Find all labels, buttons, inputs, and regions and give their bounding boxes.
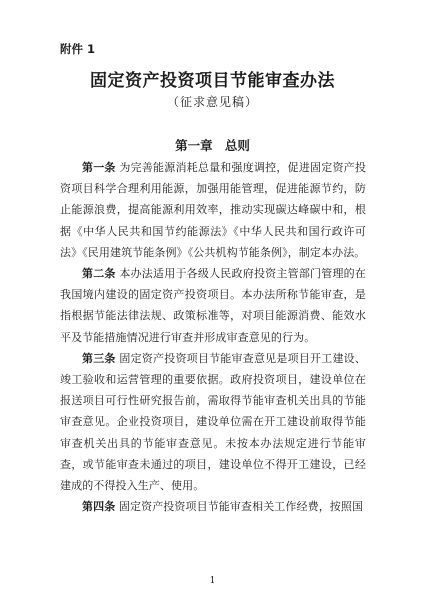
document-body — [60, 157, 366, 517]
article-text: 固定资产投资项目节能审查意见是项目开工建设、竣工验收和运营管理的重要依据。政府投资项目，建设单位在报送项目可行性研究报告前，需取得节能审查机关出具的节能审查意见。企业投资项目，建设单位需在开工建设前取得节能审查机关出具的节能审查意见。未按本办法规定进行节能审查，或节能审查未通过的项目，建设单位不得开工建设，已经建成的不得投入生产、使用。 — [60, 351, 366, 493]
article-text: 固定资产投资项目节能审查相关工作经费，按照国 — [115, 500, 364, 514]
article-label: 第四条 — [82, 500, 116, 514]
page-number: 1 — [209, 576, 216, 586]
article-label: 第一条 — [82, 161, 116, 174]
article-2 — [60, 263, 366, 348]
article-label: 第二条 — [82, 267, 116, 281]
article-3 — [60, 348, 366, 496]
document-subtitle: （征求意见稿） — [166, 95, 258, 109]
article-1 — [60, 157, 366, 263]
article-text: 为完善能源消耗总量和强度调控，促进固定资产投资项目科学合理利用能源，加强用能管理，促进能源节约，防止能源浪费，提高能源利用效率，推动实现碳达峰碳中和，根据《中华人民共和国节约能源法》《中华人民共和国行政许可法》《民用建筑节能条例》《公共机构节能条例》，制定本办法。 — [60, 161, 366, 259]
article-4 — [60, 496, 366, 517]
document-title: 固定资产投资项目节能审查办法 — [90, 71, 335, 91]
article-label: 第三条 — [82, 351, 116, 365]
article-text: 本办法适用于各级人民政府投资主管部门管理的在我国境内建设的固定资产投资项目。本办法所称节能审查，是指根据节能法律法规、政策标准等，对项目能源消费、能效水平及节能措施情况进行审查并形成审查意见的行为。 — [60, 267, 366, 344]
chapter-heading: 第一章 总则 — [175, 138, 250, 153]
attachment-label: 附件 1 — [60, 42, 96, 56]
